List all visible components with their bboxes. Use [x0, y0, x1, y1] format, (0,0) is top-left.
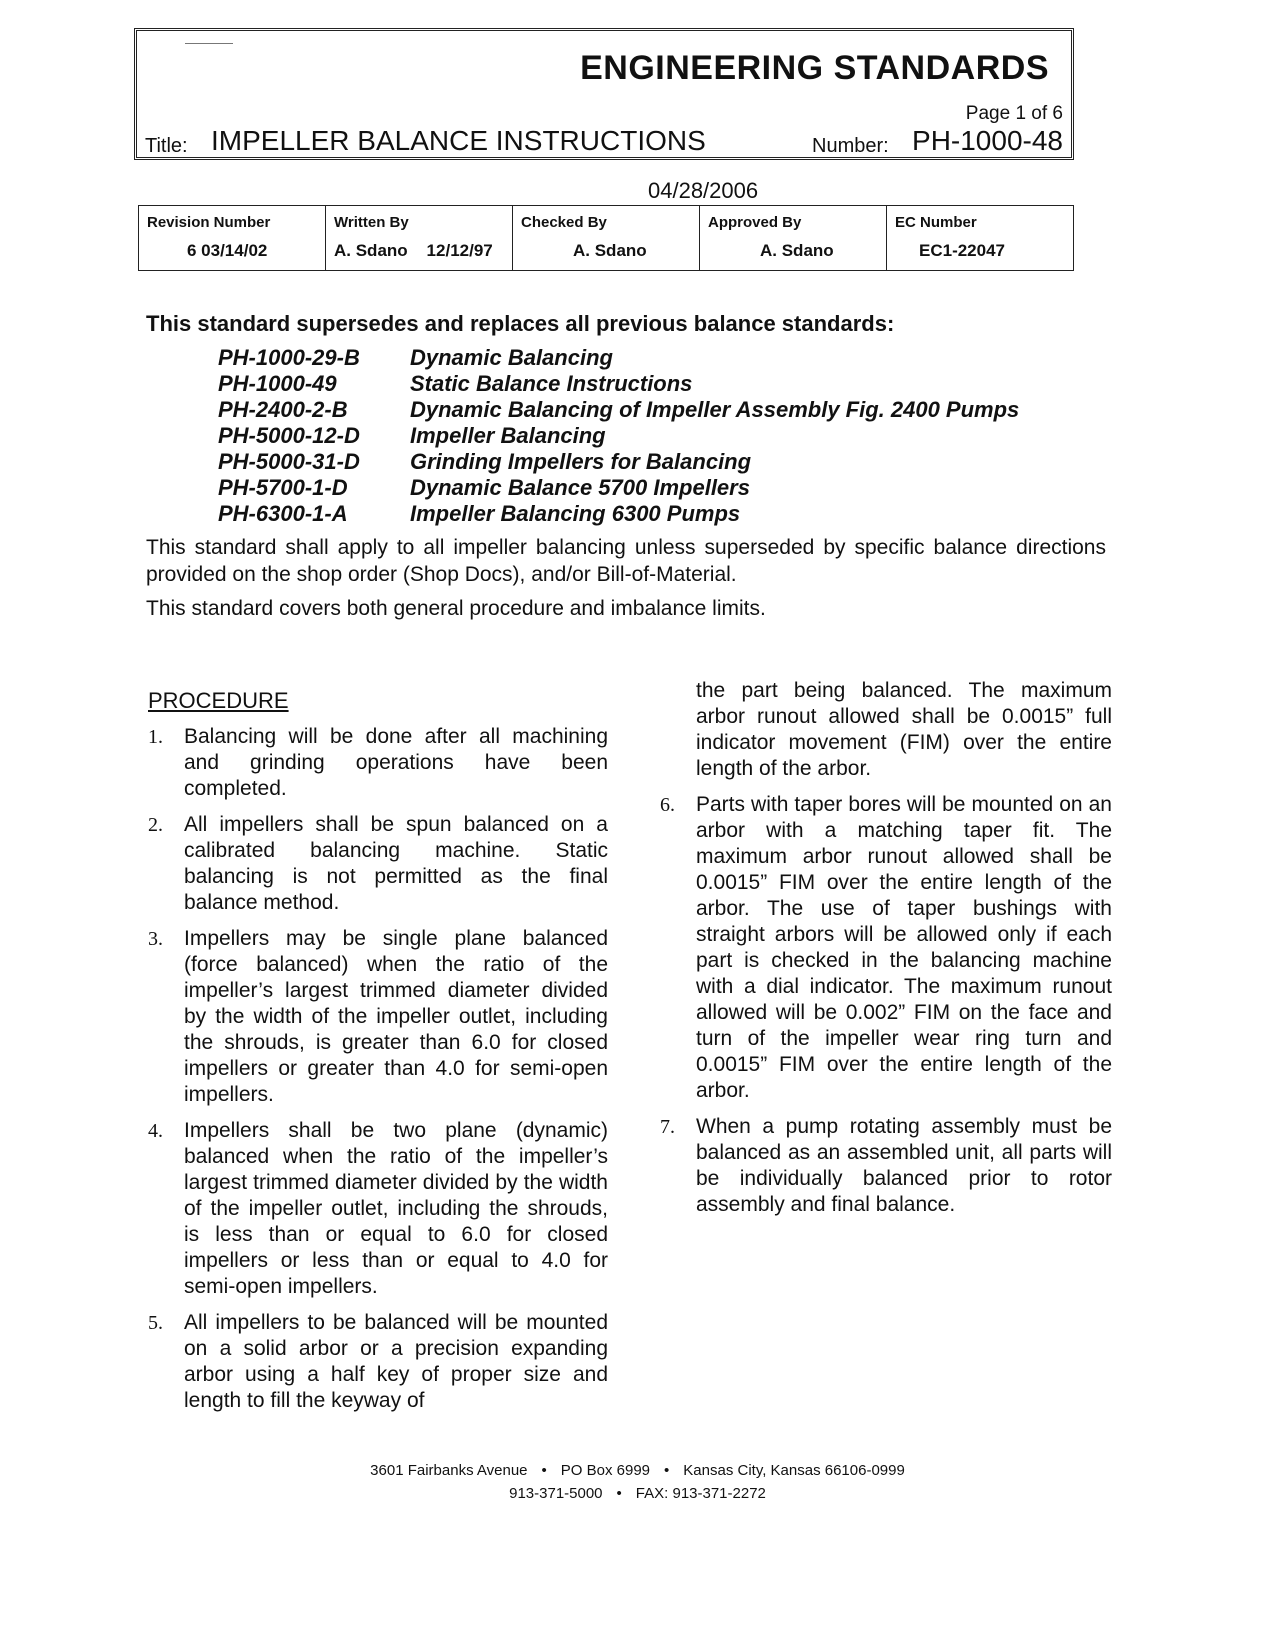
footer-po-box: PO Box 6999 [560, 1462, 651, 1479]
procedure-right-column [660, 678, 1112, 1228]
list-item [218, 475, 1019, 501]
standard-title: Static Balance Instructions [410, 371, 693, 396]
list-item [218, 449, 1019, 475]
procedure-item [148, 724, 608, 802]
checked-by-header: Checked By [521, 214, 607, 231]
list-item [218, 371, 1019, 397]
item-number: 3. [148, 928, 163, 950]
footer-address-line [0, 1462, 1275, 1479]
ec-number-value: EC1-22047 [919, 241, 1006, 260]
bullet-separator: • [616, 1485, 622, 1502]
revision-cell [139, 206, 326, 271]
standard-title: Impeller Balancing 6300 Pumps [410, 501, 741, 526]
standard-code: PH-6300-1-A [218, 501, 348, 526]
item-text: All impellers to be balanced will be mounted on a solid arbor or a precision expanding arbor using a half key of proper size and length to fill the keyway of [184, 1311, 608, 1412]
revision-value: 6 03/14/02 [187, 241, 268, 260]
item-number: 1. [148, 726, 163, 748]
item-5-continuation: the part being balanced. The maximum arbor runout allowed shall be 0.0015” full indicator movement (FIM) over the entire length of the arbor. [696, 679, 1112, 780]
document-date: 04/28/2006 [648, 178, 759, 203]
ec-number-header: EC Number [895, 214, 977, 231]
procedure-item [148, 812, 608, 916]
item-text: When a pump rotating assembly must be balanced as an assembled unit, all parts will be individually balanced prior to rotor assembly and final balance. [696, 1115, 1112, 1216]
standard-code: PH-2400-2-B [218, 397, 348, 422]
item-text: Parts with taper bores will be mounted on an arbor with a matching taper fit. The maximum arbor runout allowed shall be 0.0015” FIM over the entire length of the arbor. The use of taper bushings with straight arbors will be allowed only if each part is checked in the balancing machine with a dial indicator. The maximum runout allowed will be 0.002” FIM on the face and turn of the impeller wear ring turn and 0.0015” FIM over the entire length of the arbor. [696, 793, 1112, 1102]
standard-code: PH-5000-31-D [218, 449, 360, 474]
footer-phone: 913-371-5000 [509, 1485, 603, 1502]
standard-code: PH-5700-1-D [218, 475, 348, 500]
standard-title: Impeller Balancing [410, 423, 606, 448]
item-text: Balancing will be done after all machining and grinding operations have been completed. [184, 725, 608, 800]
written-by-cell [326, 206, 513, 271]
standard-title: Dynamic Balancing of Impeller Assembly Fig. 2400 Pumps [410, 397, 1020, 422]
revision-table [138, 205, 1074, 271]
revision-header: Revision Number [147, 214, 271, 231]
standards-title: ENGINEERING STANDARDS [580, 49, 1049, 87]
checked-by-value: A. Sdano [573, 241, 647, 260]
header-stub-line [185, 43, 233, 44]
supersede-heading: This standard supersedes and replaces all previous balance standards: [146, 311, 895, 336]
item-number: 5. [148, 1312, 163, 1334]
procedure-item [148, 1310, 608, 1414]
item-text: Impellers shall be two plane (dynamic) balanced when the ratio of the impeller’s largest trimmed diameter divided by the width of the impeller outlet, including the shrouds, is less than or equal to 6.0 for closed impellers or less than or equal to 4.0 for semi-open impellers. [184, 1119, 608, 1298]
document-title: IMPELLER BALANCE INSTRUCTIONS [211, 125, 706, 156]
covers-paragraph: This standard covers both general procedure and imbalance limits. [146, 597, 766, 620]
item-number: 2. [148, 814, 163, 836]
approved-by-header: Approved By [708, 214, 802, 231]
superseded-standards-list [218, 345, 1019, 527]
standard-code: PH-1000-49 [218, 371, 337, 396]
procedure-item [148, 1118, 608, 1300]
checked-by-cell [513, 206, 700, 271]
item-text: Impellers may be single plane balanced (force balanced) when the ratio of the impeller’s largest trimmed diameter divided by the width of the impeller outlet, including the shrouds, is greater than 6.0 for closed impellers or greater than 4.0 for semi-open impellers. [184, 927, 608, 1106]
written-by-value: A. Sdano 12/12/97 [334, 241, 493, 260]
footer-contact-line [0, 1485, 1275, 1502]
standard-code: PH-1000-29-B [218, 345, 360, 370]
list-item [218, 501, 1019, 527]
item-number: 4. [148, 1120, 163, 1142]
item-text: All impellers shall be spun balanced on a calibrated balancing machine. Static balancing is not permitted as the final balance method. [184, 813, 608, 914]
apply-paragraph: This standard shall apply to all impeller balancing unless superseded by specific balance directions provided on the shop order (Shop Docs), and/or Bill-of-Material. [146, 536, 1106, 586]
standard-title: Grinding Impellers for Balancing [410, 449, 752, 474]
procedure-item [660, 792, 1112, 1104]
approved-by-value: A. Sdano [760, 241, 834, 260]
item-number: 6. [660, 794, 675, 816]
item-number: 7. [660, 1116, 675, 1138]
number-label: Number: [812, 135, 889, 157]
footer-street: 3601 Fairbanks Avenue [370, 1462, 528, 1479]
written-by-header: Written By [334, 214, 409, 231]
list-item [218, 423, 1019, 449]
title-label: Title: [145, 135, 188, 157]
header-box [134, 28, 1074, 160]
approved-by-cell [700, 206, 887, 271]
standard-title: Dynamic Balancing [410, 345, 613, 370]
ec-number-cell [887, 206, 1074, 271]
procedure-heading: PROCEDURE [148, 688, 289, 713]
standard-title: Dynamic Balance 5700 Impellers [410, 475, 750, 500]
list-item [218, 345, 1019, 371]
footer-city: Kansas City, Kansas 66106-0999 [683, 1462, 905, 1479]
document-number: PH-1000-48 [912, 125, 1063, 156]
procedure-item [148, 926, 608, 1108]
procedure-item [660, 1114, 1112, 1218]
footer-fax: FAX: 913-371-2272 [635, 1485, 766, 1502]
list-item [218, 397, 1019, 423]
bullet-separator: • [541, 1462, 547, 1479]
page-indicator: Page 1 of 6 [965, 103, 1063, 124]
standard-code: PH-5000-12-D [218, 423, 360, 448]
bullet-separator: • [664, 1462, 670, 1479]
procedure-left-column [148, 724, 608, 1424]
